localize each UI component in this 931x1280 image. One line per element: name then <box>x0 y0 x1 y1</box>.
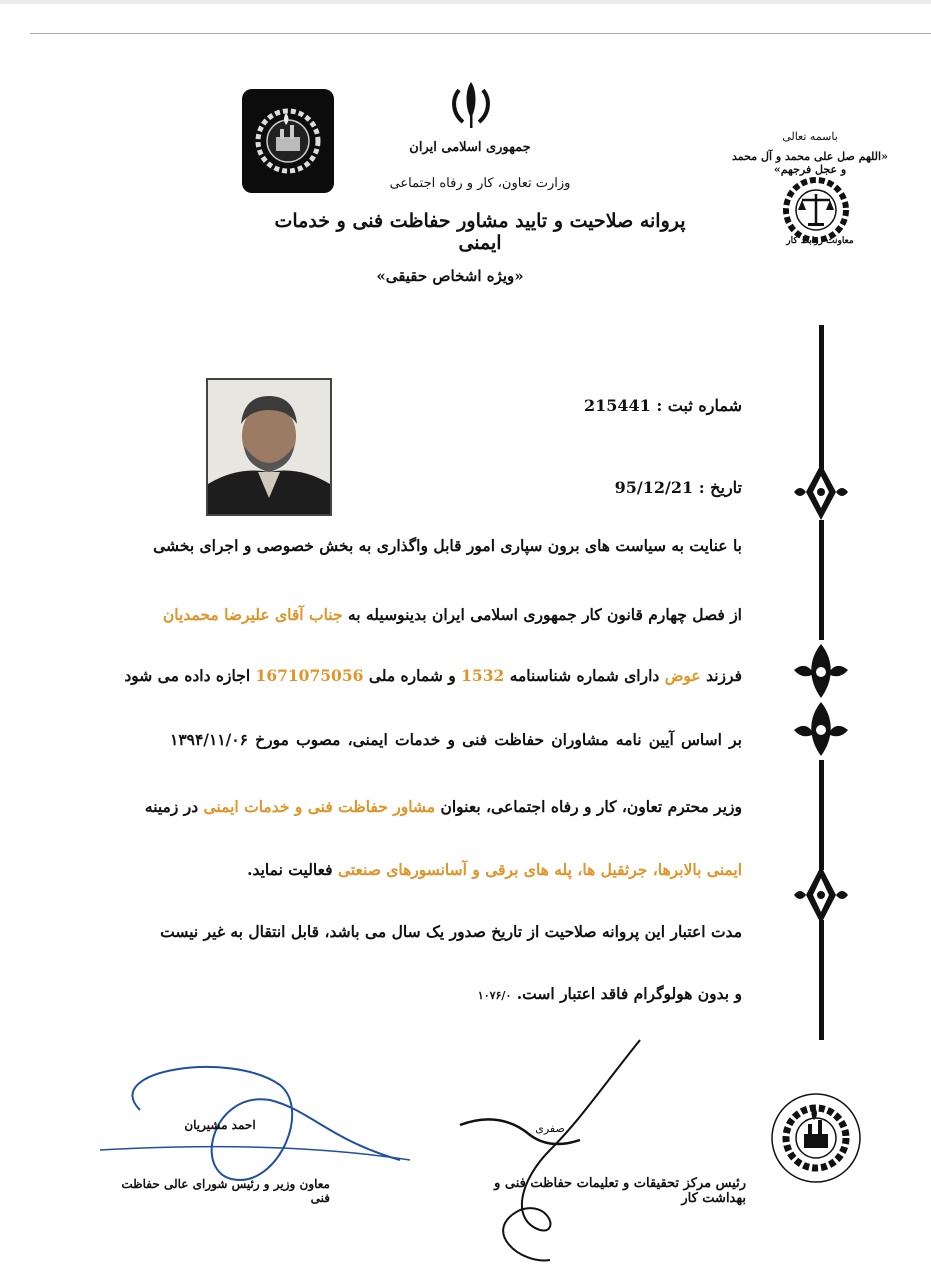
page-edge <box>0 0 931 4</box>
body-text: از فصل چهارم قانون کار جمهوری اسلامی ایران بدینوسیله به <box>347 605 742 624</box>
body-text: و شماره ملی <box>368 666 456 685</box>
birth-certificate-number: 1532 <box>461 666 505 685</box>
applicant-photo <box>206 378 332 516</box>
issue-date-row <box>480 478 742 497</box>
issue-date: 95/12/21 <box>614 478 694 497</box>
technical-safety-logo <box>242 89 334 193</box>
bism-text: باسمه تعالی <box>782 130 838 143</box>
left-signer-name: احمد مشیریان <box>184 1118 256 1132</box>
ornament-line <box>819 520 824 640</box>
ornament-diamond-icon <box>790 462 852 522</box>
ornament-line <box>819 760 824 870</box>
registration-number-row <box>480 396 742 415</box>
body-line-4: بر اساس آیین نامه مشاوران حفاظت فنی و خدمات ایمنی، مصوب مورخ ۱۳۹۴/۱۱/۰۶ <box>170 730 742 749</box>
right-signer-title: رئیس مرکز تحقیقات و تعلیمات حفاظت فنی و بهداشت کار <box>494 1176 746 1206</box>
body-text: وزیر محترم تعاون، کار و رفاه اجتماعی، بعنوان <box>440 797 742 816</box>
body-line-2 <box>162 605 742 624</box>
body-text: فعالیت نماید. <box>247 860 333 879</box>
body-text: در زمینه <box>144 797 199 816</box>
reference-number: ۱۰۷۶/۰ <box>477 989 512 1002</box>
right-signer-name: صفری <box>535 1122 565 1135</box>
republic-name: جمهوری اسلامی ایران <box>409 140 531 155</box>
body-text: و بدون هولوگرام فاقد اعتبار است. <box>516 984 742 1003</box>
applicant-name: جناب آقای علیرضا محمدیان <box>162 605 343 624</box>
page-border-line <box>30 33 931 34</box>
registration-number-label: شماره ثبت : <box>656 396 742 415</box>
body-line-3 <box>124 666 742 685</box>
salawat-text: «اللهم صل علی محمد و آل محمد و عجل فرجهم» <box>732 150 888 176</box>
ministry-name: وزارت تعاون، کار و رفاه اجتماعی <box>389 176 571 191</box>
labor-relations-caption: معاونت روابط کار <box>786 236 854 246</box>
ornament-line <box>819 920 824 1040</box>
body-text: دارای شماره شناسنامه <box>509 666 660 685</box>
body-text: فرزند <box>706 666 742 685</box>
document-subtitle: «ویژه اشخاص حقیقی» <box>376 267 524 285</box>
body-line-6 <box>170 860 742 879</box>
license-title: مشاور حفاظت فنی و خدمات ایمنی <box>203 797 436 816</box>
body-line-5 <box>144 797 742 816</box>
body-line-8 <box>170 984 742 1003</box>
registration-number: 215441 <box>583 396 651 415</box>
official-seal-icon <box>766 1086 866 1188</box>
iran-emblem-icon <box>449 78 493 130</box>
left-signer-title: معاون وزیر و رئیس شورای عالی حفاظت فنی <box>121 1177 330 1205</box>
ornament-line <box>819 325 824 475</box>
license-scope: ایمنی بالابرها، جرثقیل ها، پله های برقی و آسانسورهای صنعتی <box>337 860 742 879</box>
body-line-1: با عنایت به سیاست های برون سپاری امور قابل واگذاری به بخش خصوصی و اجرای بخشی <box>153 536 742 555</box>
issue-date-label: تاریخ : <box>698 478 742 497</box>
body-line-7: مدت اعتبار این پروانه صلاحیت از تاریخ صدور یک سال می باشد، قابل انتقال به غیر نیست <box>160 922 742 941</box>
body-text: اجازه داده می شود <box>124 666 251 685</box>
national-id: 1671075056 <box>255 666 364 685</box>
signatures-scribble <box>80 1030 720 1270</box>
document-title: پروانه صلاحیت و تایید مشاور حفاظت فنی و خدمات ایمنی <box>274 210 686 254</box>
father-name: عوض <box>664 666 701 685</box>
ornament-diamond-icon <box>790 864 852 926</box>
ornament-floral-icon <box>790 640 852 760</box>
